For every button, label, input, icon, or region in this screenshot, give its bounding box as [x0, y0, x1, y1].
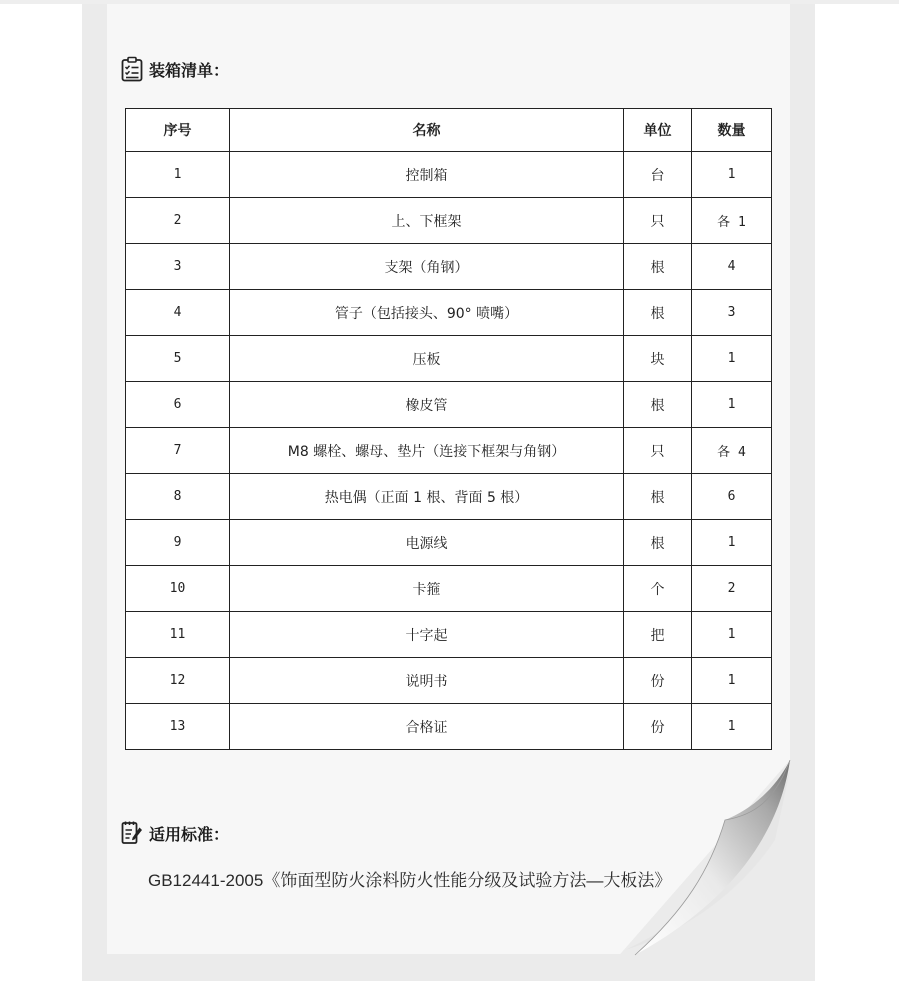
row-no: 13	[126, 704, 230, 750]
table-row	[126, 474, 772, 520]
row-unit: 台	[624, 152, 692, 198]
row-name: 橡皮管	[230, 382, 624, 428]
table-header-row	[126, 109, 772, 152]
row-name: 热电偶（正面 1 根、背面 5 根）	[230, 474, 624, 520]
row-no: 2	[126, 198, 230, 244]
row-qty: 各 1	[692, 198, 772, 244]
row-no: 6	[126, 382, 230, 428]
row-unit: 份	[624, 658, 692, 704]
row-name: 说明书	[230, 658, 624, 704]
standard-title: 适用标准：	[149, 824, 230, 844]
row-qty: 1	[692, 520, 772, 566]
row-unit: 只	[624, 428, 692, 474]
row-qty: 2	[692, 566, 772, 612]
table-row	[126, 704, 772, 750]
row-unit: 根	[624, 244, 692, 290]
notepad-pen-icon	[120, 820, 144, 846]
row-name: 管子（包括接头、90° 喷嘴）	[230, 290, 624, 336]
row-unit: 根	[624, 474, 692, 520]
standard-text: GB12441-2005《饰面型防火涂料防火性能分级及试验方法—大板法》	[148, 871, 672, 890]
row-name: 电源线	[230, 520, 624, 566]
row-unit: 份	[624, 704, 692, 750]
row-qty: 1	[692, 382, 772, 428]
packing-list-table	[125, 108, 772, 750]
row-no: 10	[126, 566, 230, 612]
row-no: 9	[126, 520, 230, 566]
row-no: 4	[126, 290, 230, 336]
row-name: 上、下框架	[230, 198, 624, 244]
packing-list-heading	[120, 56, 229, 82]
row-no: 1	[126, 152, 230, 198]
row-qty: 1	[692, 152, 772, 198]
row-name: 合格证	[230, 704, 624, 750]
table-row	[126, 244, 772, 290]
row-no: 5	[126, 336, 230, 382]
table-row	[126, 428, 772, 474]
table-row	[126, 198, 772, 244]
row-no: 11	[126, 612, 230, 658]
row-unit: 块	[624, 336, 692, 382]
column-header-qty: 数量	[692, 109, 772, 152]
row-unit: 个	[624, 566, 692, 612]
row-no: 8	[126, 474, 230, 520]
row-qty: 1	[692, 612, 772, 658]
column-header-unit: 单位	[624, 109, 692, 152]
row-qty: 6	[692, 474, 772, 520]
table-row	[126, 612, 772, 658]
row-no: 3	[126, 244, 230, 290]
row-unit: 根	[624, 520, 692, 566]
row-unit: 根	[624, 290, 692, 336]
row-qty: 1	[692, 704, 772, 750]
row-unit: 把	[624, 612, 692, 658]
packing-list-title: 装箱清单：	[149, 60, 230, 80]
row-qty: 4	[692, 244, 772, 290]
standard-heading	[120, 820, 229, 846]
table-row	[126, 382, 772, 428]
column-header-name: 名称	[230, 109, 624, 152]
row-no: 12	[126, 658, 230, 704]
row-name: 十字起	[230, 612, 624, 658]
table-row	[126, 336, 772, 382]
row-name: 卡箍	[230, 566, 624, 612]
row-name: M8 螺栓、螺母、垫片（连接下框架与角钢）	[230, 428, 624, 474]
row-qty: 各 4	[692, 428, 772, 474]
row-unit: 根	[624, 382, 692, 428]
row-name: 控制箱	[230, 152, 624, 198]
row-no: 7	[126, 428, 230, 474]
row-name: 支架（角钢）	[230, 244, 624, 290]
row-name: 压板	[230, 336, 624, 382]
page-curl-decoration	[615, 760, 805, 960]
table-row	[126, 566, 772, 612]
table-row	[126, 152, 772, 198]
row-qty: 1	[692, 658, 772, 704]
table-row	[126, 520, 772, 566]
table-row	[126, 290, 772, 336]
row-qty: 3	[692, 290, 772, 336]
row-qty: 1	[692, 336, 772, 382]
table-row	[126, 658, 772, 704]
column-header-no: 序号	[126, 109, 230, 152]
row-unit: 只	[624, 198, 692, 244]
clipboard-checklist-icon	[120, 56, 144, 82]
